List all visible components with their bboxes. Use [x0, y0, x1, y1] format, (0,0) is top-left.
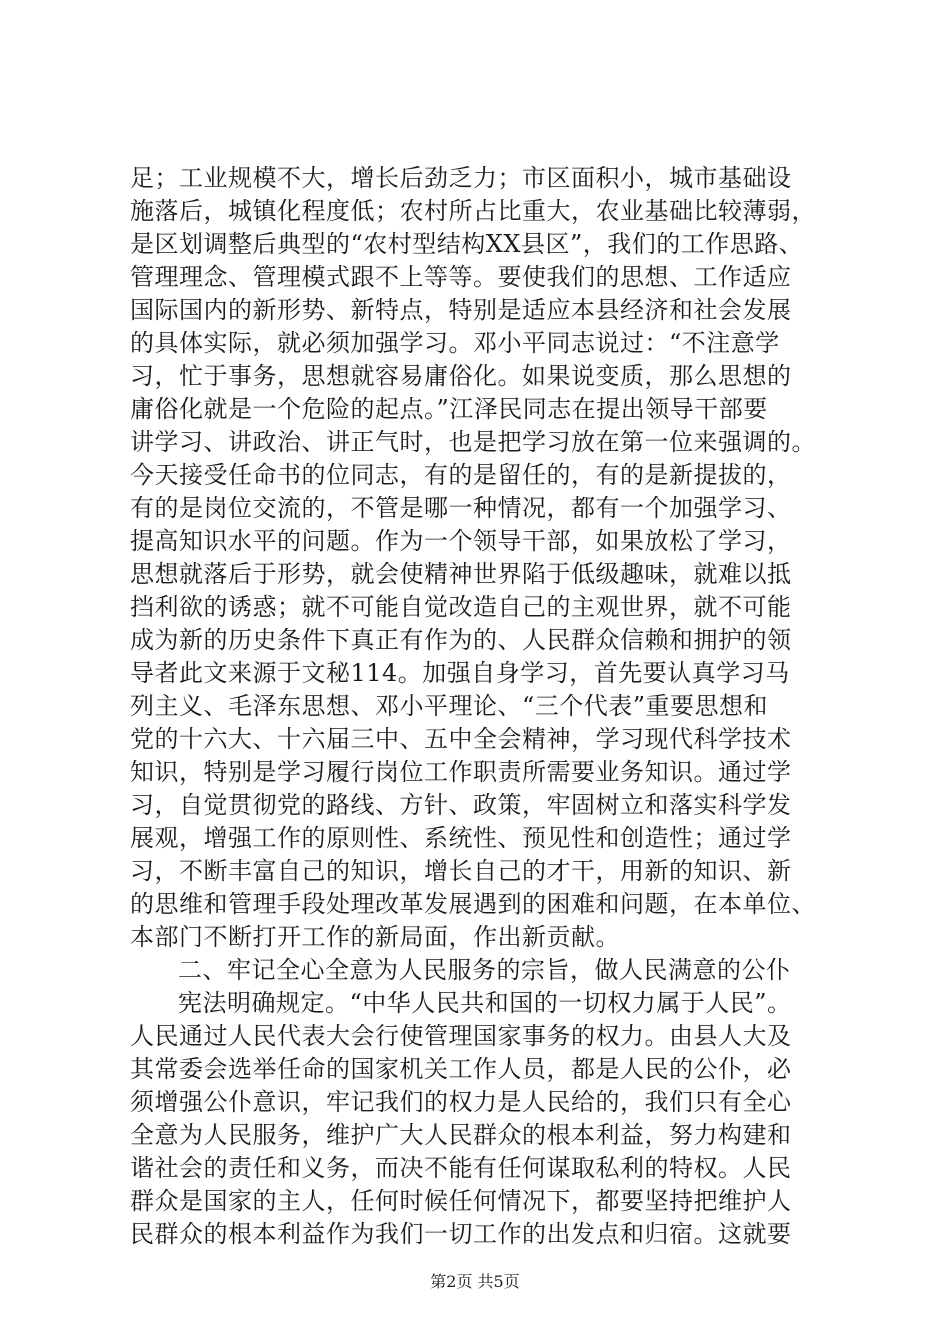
page-number-footer: 第2页 共5页 — [430, 1272, 520, 1291]
text-line: 本部门不断打开工作的新局面，作出新贡献。 — [130, 923, 620, 951]
text-line: 讲学习、讲政治、讲正气时，也是把学习放在第一位来强调的。 — [130, 428, 816, 456]
text-line: 挡利欲的诱惑；就不可能自觉改造自己的主观世界，就不可能 — [130, 593, 792, 621]
text-line: 群众是国家的主人，任何时候任何情况下，都要坚持把维护人 — [130, 1187, 792, 1215]
text-line: 习，不断丰富自己的知识，增长自己的才干，用新的知识、新 — [130, 857, 792, 885]
text-line: 须增强公仆意识，牢记我们的权力是人民给的，我们只有全心 — [130, 1088, 792, 1116]
text-line: 国际国内的新形势、新特点，特别是适应本县经济和社会发展 — [130, 296, 792, 324]
text-line: 全意为人民服务，维护广大人民群众的根本利益，努力构建和 — [130, 1121, 792, 1149]
text-line: 列主义、毛泽东思想、邓小平理论、“三个代表”重要思想和 — [130, 692, 769, 720]
paragraph-start-line: 宪法明确规定。“中华人民共和国的一切权力属于人民”。 — [178, 989, 792, 1017]
text-line: 提高知识水平的问题。作为一个领导干部，如果放松了学习， — [130, 527, 792, 555]
text-line: 是区划调整后典型的“农村型结构XX县区”，我们的工作思路、 — [130, 230, 804, 258]
body-text — [130, 162, 830, 1251]
text-line: 的思维和管理手段处理改革发展遇到的困难和问题，在本单位、 — [130, 890, 816, 918]
text-line: 导者此文来源于文秘114。加强自身学习，首先要认真学习马 — [130, 659, 790, 687]
text-line: 的具体实际，就必须加强学习。邓小平同志说过：“不注意学 — [130, 329, 780, 357]
text-line: 施落后，城镇化程度低；农村所占比重大，农业基础比较薄弱， — [130, 197, 816, 225]
text-line: 成为新的历史条件下真正有作为的、人民群众信赖和拥护的领 — [130, 626, 792, 654]
text-line: 足；工业规模不大，增长后劲乏力；市区面积小，城市基础设 — [130, 164, 792, 192]
text-line: 有的是岗位交流的，不管是哪一种情况，都有一个加强学习、 — [130, 494, 792, 522]
text-line: 今天接受任命书的位同志，有的是留任的，有的是新提拔的， — [130, 461, 792, 489]
text-line: 思想就落后于形势，就会使精神世界陷于低级趣味，就难以抵 — [130, 560, 792, 588]
text-line: 民群众的根本利益作为我们一切工作的出发点和归宿。这就要 — [130, 1220, 792, 1248]
text-line: 党的十六大、十六届三中、五中全会精神，学习现代科学技术 — [130, 725, 792, 753]
text-line: 展观，增强工作的原则性、系统性、预见性和创造性；通过学 — [130, 824, 792, 852]
text-line: 谐社会的责任和义务，而决不能有任何谋取私利的特权。人民 — [130, 1154, 792, 1182]
text-line: 知识，特别是学习履行岗位工作职责所需要业务知识。通过学 — [130, 758, 792, 786]
text-line: 管理理念、管理模式跟不上等等。要使我们的思想、工作适应 — [130, 263, 792, 291]
text-line: 其常委会选举任命的国家机关工作人员，都是人民的公仆，必 — [130, 1055, 792, 1083]
text-line: 习，自觉贯彻党的路线、方针、政策，牢固树立和落实科学发 — [130, 791, 792, 819]
text-line: 庸俗化就是一个危险的起点。”江泽民同志在提出领导干部要 — [130, 395, 768, 423]
text-line: 习，忙于事务，思想就容易庸俗化。如果说变质，那么思想的 — [130, 362, 792, 390]
text-line: 人民通过人民代表大会行使管理国家事务的权力。由县人大及 — [130, 1022, 792, 1050]
section-heading: 二、牢记全心全意为人民服务的宗旨，做人民满意的公仆 — [178, 956, 791, 984]
